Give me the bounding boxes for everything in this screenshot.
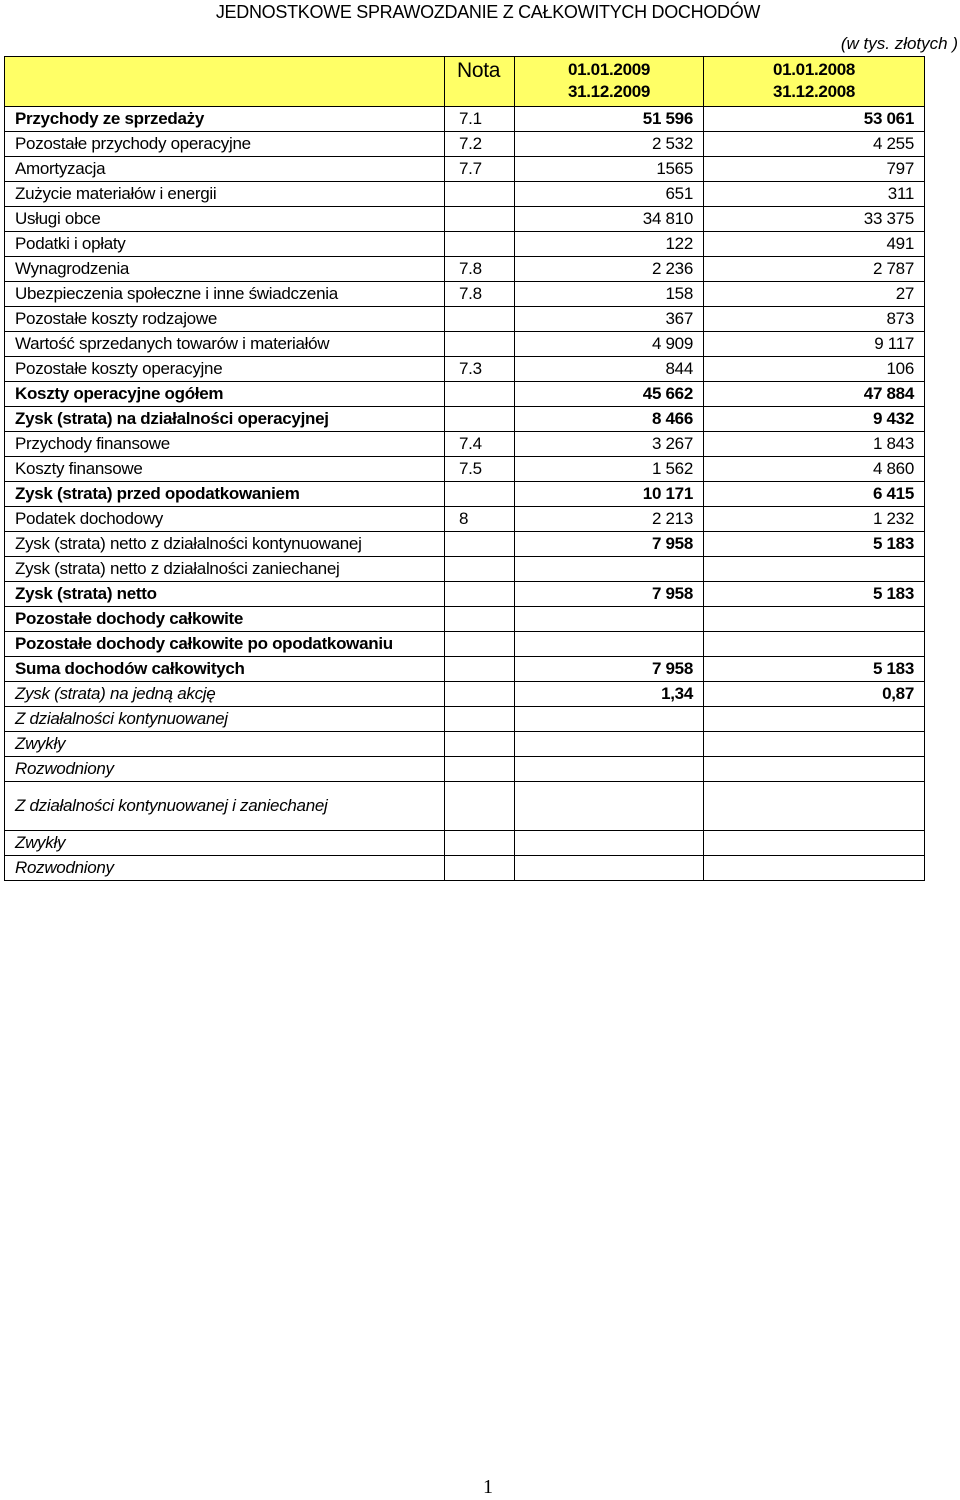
row-value-2008: 491 — [704, 232, 925, 257]
table-row — [5, 257, 925, 282]
row-value-2008 — [704, 607, 925, 632]
row-label: Pozostałe koszty rodzajowe — [5, 307, 445, 332]
row-note — [445, 757, 515, 782]
row-value-2008: 33 375 — [704, 207, 925, 232]
row-note — [445, 682, 515, 707]
row-value-2008: 5 183 — [704, 657, 925, 682]
row-value-2009: 3 267 — [515, 432, 704, 457]
table-row — [5, 657, 925, 682]
row-label: Pozostałe dochody całkowite — [5, 607, 445, 632]
row-value-2008 — [704, 557, 925, 582]
row-label: Usługi obce — [5, 207, 445, 232]
row-value-2009 — [515, 557, 704, 582]
row-label: Pozostałe dochody całkowite po opodatkowaniu — [5, 632, 445, 657]
row-value-2009 — [515, 782, 704, 831]
row-value-2008: 9 117 — [704, 332, 925, 357]
table-row — [5, 732, 925, 757]
row-value-2009: 651 — [515, 182, 704, 207]
row-note: 7.1 — [445, 107, 515, 132]
row-note — [445, 632, 515, 657]
table-row — [5, 232, 925, 257]
row-label: Rozwodniony — [5, 856, 445, 881]
row-note — [445, 582, 515, 607]
row-value-2008: 873 — [704, 307, 925, 332]
row-note — [445, 707, 515, 732]
row-note: 7.5 — [445, 457, 515, 482]
row-label: Przychody finansowe — [5, 432, 445, 457]
row-value-2009: 844 — [515, 357, 704, 382]
row-value-2009: 8 466 — [515, 407, 704, 432]
table-row — [5, 782, 925, 831]
row-value-2009 — [515, 732, 704, 757]
row-value-2009 — [515, 607, 704, 632]
row-value-2009: 34 810 — [515, 207, 704, 232]
row-value-2009 — [515, 856, 704, 881]
row-note — [445, 307, 515, 332]
unit-note: (w tys. złotych ) — [840, 34, 958, 53]
row-label: Koszty operacyjne ogółem — [5, 382, 445, 407]
row-note: 7.8 — [445, 257, 515, 282]
row-label: Zysk (strata) przed opodatkowaniem — [5, 482, 445, 507]
row-value-2008: 5 183 — [704, 532, 925, 557]
row-value-2008 — [704, 732, 925, 757]
row-label: Podatek dochodowy — [5, 507, 445, 532]
row-value-2009: 2 236 — [515, 257, 704, 282]
row-value-2009 — [515, 831, 704, 856]
table-row — [5, 307, 925, 332]
table-row — [5, 132, 925, 157]
row-value-2009: 2 213 — [515, 507, 704, 532]
row-note — [445, 657, 515, 682]
row-value-2008: 311 — [704, 182, 925, 207]
row-value-2008: 9 432 — [704, 407, 925, 432]
table-row — [5, 282, 925, 307]
table-row — [5, 332, 925, 357]
table-row — [5, 831, 925, 856]
row-label: Z działalności kontynuowanej — [5, 707, 445, 732]
row-value-2009: 7 958 — [515, 532, 704, 557]
row-value-2008: 1 843 — [704, 432, 925, 457]
table-row — [5, 707, 925, 732]
row-value-2008: 106 — [704, 357, 925, 382]
header-period-2008-text: 01.01.2008 31.12.2008 — [772, 60, 856, 101]
row-label: Zysk (strata) netto z działalności kontynuowanej — [5, 532, 445, 557]
row-value-2009: 122 — [515, 232, 704, 257]
header-period-2008 — [704, 57, 925, 107]
row-note: 7.4 — [445, 432, 515, 457]
income-statement-table — [4, 56, 925, 881]
row-value-2009: 1565 — [515, 157, 704, 182]
row-note — [445, 407, 515, 432]
row-value-2008: 0,87 — [704, 682, 925, 707]
row-label: Zużycie materiałów i energii — [5, 182, 445, 207]
row-value-2009: 367 — [515, 307, 704, 332]
row-value-2008 — [704, 757, 925, 782]
row-value-2008: 1 232 — [704, 507, 925, 532]
row-value-2008: 6 415 — [704, 482, 925, 507]
row-value-2008 — [704, 707, 925, 732]
row-label: Podatki i opłaty — [5, 232, 445, 257]
row-value-2009 — [515, 707, 704, 732]
table-row — [5, 682, 925, 707]
row-note: 7.2 — [445, 132, 515, 157]
row-value-2009: 45 662 — [515, 382, 704, 407]
row-label: Wartość sprzedanych towarów i materiałów — [5, 332, 445, 357]
row-note: 7.7 — [445, 157, 515, 182]
row-value-2008 — [704, 782, 925, 831]
row-value-2008 — [704, 632, 925, 657]
row-value-2008: 5 183 — [704, 582, 925, 607]
row-note — [445, 182, 515, 207]
row-label: Koszty finansowe — [5, 457, 445, 482]
row-label: Suma dochodów całkowitych — [5, 657, 445, 682]
row-value-2008: 4 860 — [704, 457, 925, 482]
row-value-2009: 7 958 — [515, 582, 704, 607]
row-note — [445, 382, 515, 407]
row-label: Ubezpieczenia społeczne i inne świadczenia — [5, 282, 445, 307]
row-value-2008 — [704, 831, 925, 856]
row-value-2008: 2 787 — [704, 257, 925, 282]
row-value-2009: 51 596 — [515, 107, 704, 132]
row-label: Z działalności kontynuowanej i zaniechanej — [5, 782, 445, 831]
row-note — [445, 782, 515, 831]
row-note — [445, 232, 515, 257]
row-label: Zysk (strata) netto — [5, 582, 445, 607]
row-value-2009 — [515, 757, 704, 782]
row-value-2008: 53 061 — [704, 107, 925, 132]
table-row — [5, 457, 925, 482]
header-note: Nota — [445, 57, 515, 107]
row-note — [445, 332, 515, 357]
table-row — [5, 507, 925, 532]
table-row — [5, 357, 925, 382]
row-label: Pozostałe koszty operacyjne — [5, 357, 445, 382]
row-label: Amortyzacja — [5, 157, 445, 182]
row-note — [445, 831, 515, 856]
table-row — [5, 632, 925, 657]
table-row — [5, 107, 925, 132]
row-value-2008: 797 — [704, 157, 925, 182]
row-label: Zysk (strata) na jedną akcję — [5, 682, 445, 707]
row-value-2009 — [515, 632, 704, 657]
row-label: Zysk (strata) na działalności operacyjnej — [5, 407, 445, 432]
row-label: Zysk (strata) netto z działalności zaniechanej — [5, 557, 445, 582]
row-value-2008 — [704, 856, 925, 881]
row-note: 7.3 — [445, 357, 515, 382]
table-row — [5, 607, 925, 632]
table-row — [5, 856, 925, 881]
table-row — [5, 407, 925, 432]
table-row — [5, 182, 925, 207]
table-row — [5, 532, 925, 557]
table-row — [5, 157, 925, 182]
header-label-cell — [5, 57, 445, 107]
row-label: Przychody ze sprzedaży — [5, 107, 445, 132]
row-value-2009: 10 171 — [515, 482, 704, 507]
row-label: Zwykły — [5, 732, 445, 757]
row-note: 7.8 — [445, 282, 515, 307]
page-number: 1 — [483, 1476, 493, 1498]
row-value-2009: 1,34 — [515, 682, 704, 707]
row-value-2009: 2 532 — [515, 132, 704, 157]
table-row — [5, 382, 925, 407]
table-row — [5, 207, 925, 232]
row-value-2009: 4 909 — [515, 332, 704, 357]
row-note — [445, 557, 515, 582]
header-period-2009 — [515, 57, 704, 107]
row-label: Rozwodniony — [5, 757, 445, 782]
row-note — [445, 207, 515, 232]
row-value-2008: 47 884 — [704, 382, 925, 407]
row-note: 8 — [445, 507, 515, 532]
header-period-2009-text: 01.01.2009 31.12.2009 — [567, 60, 651, 101]
row-value-2009: 1 562 — [515, 457, 704, 482]
row-label: Zwykły — [5, 831, 445, 856]
row-note — [445, 856, 515, 881]
row-note — [445, 532, 515, 557]
table-row — [5, 432, 925, 457]
table-row — [5, 582, 925, 607]
document-title: JEDNOSTKOWE SPRAWOZDANIE Z CAŁKOWITYCH DOCHODÓW — [215, 2, 761, 22]
table-row — [5, 557, 925, 582]
row-value-2009: 158 — [515, 282, 704, 307]
row-value-2008: 4 255 — [704, 132, 925, 157]
table-header-row — [5, 57, 925, 107]
row-note — [445, 482, 515, 507]
row-value-2008: 27 — [704, 282, 925, 307]
row-note — [445, 607, 515, 632]
row-value-2009: 7 958 — [515, 657, 704, 682]
row-label: Wynagrodzenia — [5, 257, 445, 282]
table-row — [5, 757, 925, 782]
row-note — [445, 732, 515, 757]
table-row — [5, 482, 925, 507]
row-label: Pozostałe przychody operacyjne — [5, 132, 445, 157]
